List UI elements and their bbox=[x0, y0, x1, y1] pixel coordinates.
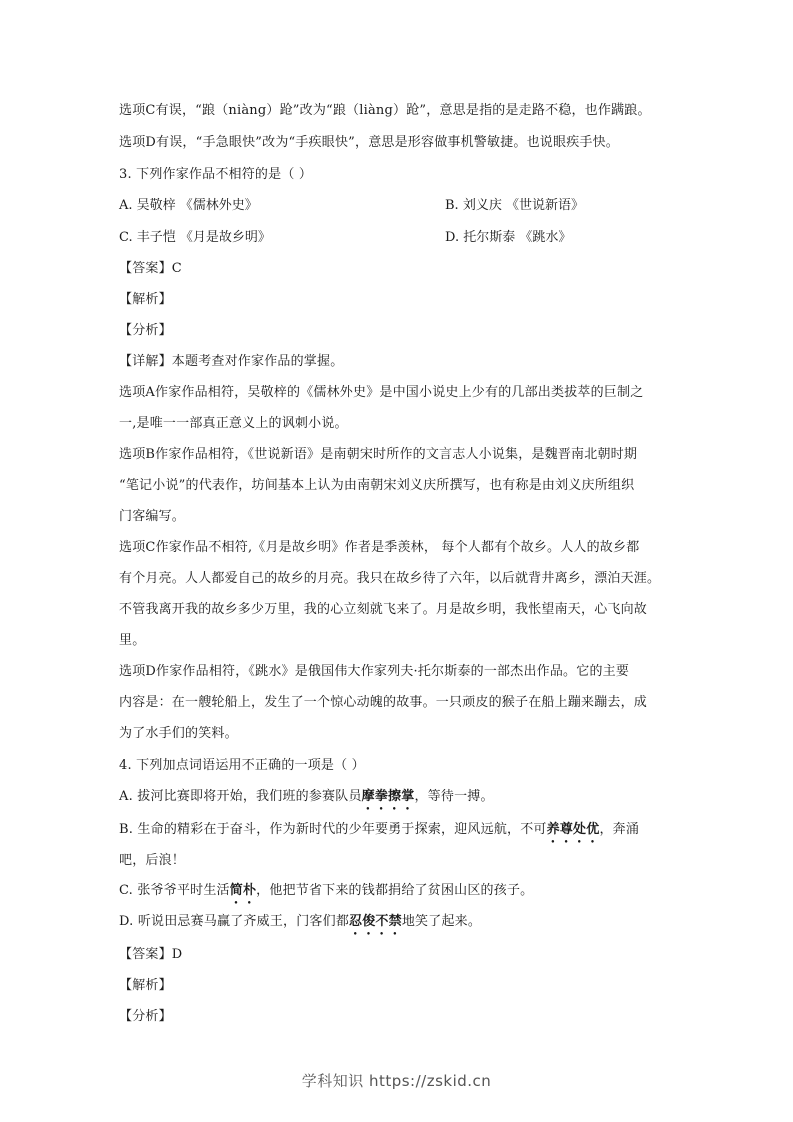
analysis-sub-label: 【分析】 bbox=[119, 323, 172, 338]
analysis-label: 【解析】 bbox=[119, 292, 172, 307]
question-3-option-a: A. 吴敬梓 《儒林外史》 bbox=[119, 198, 258, 213]
question-3-stem: 3. 下列作家作品不相符的是（ ） bbox=[119, 167, 313, 182]
text-line: 选项C有误，“踉（niàng）跄”改为“踉（liàng）跄”，意思是指的是走路不稳，也作蹒踉。 bbox=[119, 103, 651, 118]
text-line: 门客编写。 bbox=[119, 509, 186, 524]
question-4-stem: 4. 下列加点词语运用不正确的一项是（ ） bbox=[119, 758, 365, 773]
answer-label: 【答案】C bbox=[119, 261, 182, 276]
dotted-phrase: 摩拳擦掌 bbox=[361, 789, 415, 804]
text-line: 不管我离开我的故乡多少万里，我的心立刻就飞来了。月是故乡明，我怅望南天，心飞向故 bbox=[119, 602, 648, 617]
analysis-label: 【解析】 bbox=[119, 978, 172, 993]
text-line: 吧，后浪！ bbox=[119, 853, 186, 868]
detail-label: 【详解】本题考查对作家作品的掌握。 bbox=[119, 354, 344, 369]
text-line: 选项A作家作品相符，吴敬梓的《儒林外史》是中国小说史上少有的几部出类拔萃的巨制之 bbox=[119, 385, 644, 400]
option-text: 地笑了起来。 bbox=[401, 914, 482, 929]
dotted-phrase: 忍俊不禁 bbox=[349, 914, 402, 929]
footer-watermark: 学科知识 https://zskid.cn bbox=[301, 1072, 492, 1090]
text-line: 有个月亮。人人都爱自己的故乡的月亮。我只在故乡待了六年，以后就背井离乡，漂泊天涯。 bbox=[119, 571, 661, 586]
option-text: C. 张爷爷平时生活 bbox=[119, 883, 230, 898]
text-line: “笔记小说”的代表作，坊间基本上认为由南朝宋刘义庆所撰写，也有称是由刘义庆所组织 bbox=[119, 478, 635, 493]
question-4-option-c bbox=[119, 882, 689, 907]
question-4-option-a bbox=[119, 788, 689, 813]
question-4-option-b bbox=[119, 821, 689, 846]
question-3-option-c: C. 丰子恺 《月是故乡明》 bbox=[119, 230, 271, 245]
question-3-option-d: D. 托尔斯泰 《跳水》 bbox=[445, 230, 572, 245]
text-line: 为了水手们的笑料。 bbox=[119, 726, 238, 741]
option-text: ，等待一搏。 bbox=[414, 789, 494, 804]
analysis-sub-label: 【分析】 bbox=[119, 1009, 172, 1024]
text-line: 选项B作家作品相符，《世说新语》是南朝宋时所作的文言志人小说集，是魏晋南北朝时期 bbox=[119, 447, 638, 462]
option-text: ，他把节省下来的钱都捐给了贫困山区的孩子。 bbox=[256, 883, 534, 898]
question-4-option-d bbox=[119, 913, 689, 938]
text-line: 内容是：在一艘轮船上，发生了一个惊心动魄的故事。一只顽皮的猴子在船上蹦来蹦去，成 bbox=[119, 695, 648, 710]
text-line: 一,是唯一一部真正意义上的讽刺小说。 bbox=[119, 416, 348, 431]
dotted-phrase: 简朴 bbox=[229, 883, 257, 898]
text-line: 里。 bbox=[119, 633, 146, 648]
answer-label: 【答案】D bbox=[119, 947, 183, 962]
option-text: B. 生命的精彩在于奋斗，作为新时代的少年要勇于探索，迎风远航，不可 bbox=[119, 822, 547, 837]
option-text: ，奔涌 bbox=[599, 822, 640, 837]
option-text: A. 拔河比赛即将开始，我们班的参赛队员 bbox=[119, 789, 362, 804]
dotted-phrase: 养尊处优 bbox=[546, 822, 600, 837]
question-3-option-b: B. 刘义庆 《世说新语》 bbox=[445, 198, 584, 213]
text-line: 选项D作家作品相符，《跳水》是俄国伟大作家列夫·托尔斯泰的一部杰出作品。它的主要 bbox=[119, 664, 630, 679]
text-line: 选项D有误，“手急眼快”改为“手疾眼快”，意思是形容做事机警敏捷。也说眼疾手快。 bbox=[119, 135, 620, 150]
text-line: 选项C作家作品不相符,《月是故乡明》作者是季羡林， 每个人都有个故乡。人人的故乡都 bbox=[119, 540, 640, 555]
option-text: D. 听说田忌赛马赢了齐威王，门客们都 bbox=[119, 914, 350, 929]
